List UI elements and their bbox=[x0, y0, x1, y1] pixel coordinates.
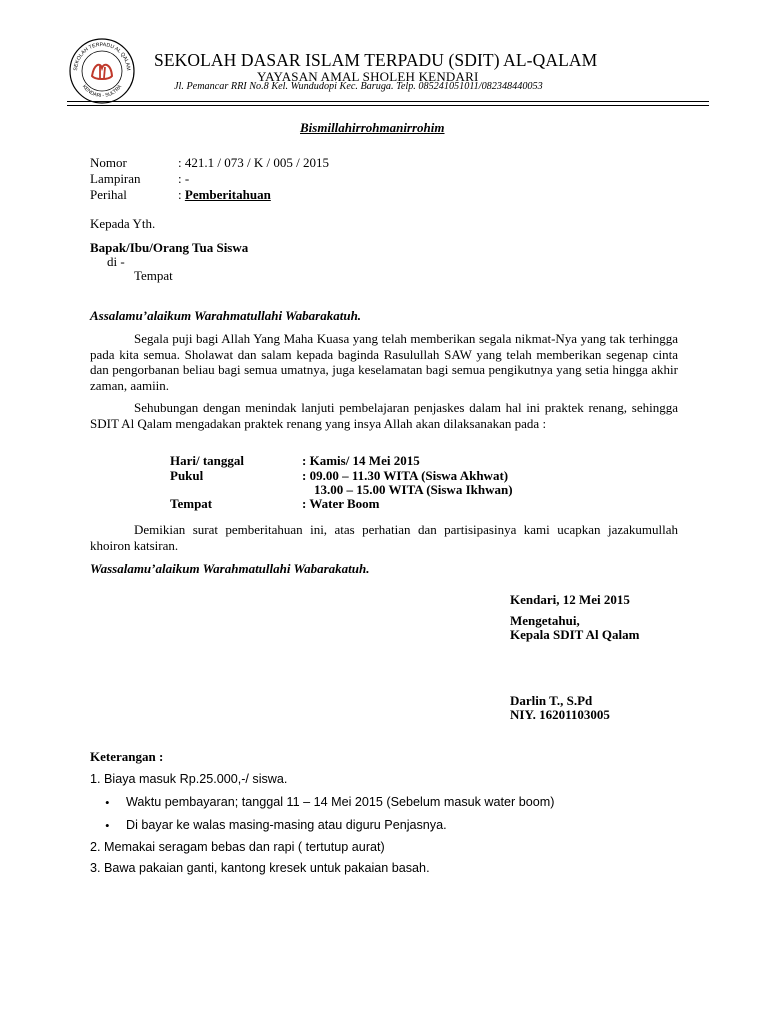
schedule-pukul-value-2: 13.00 – 15.00 WITA (Siswa Ikhwan) bbox=[314, 482, 513, 497]
schedule-hari-label: Hari/ tanggal bbox=[170, 453, 245, 468]
perihal-label: Perihal bbox=[90, 187, 127, 202]
lampiran-label: Lampiran bbox=[90, 171, 141, 186]
nomor-label: Nomor bbox=[90, 155, 127, 170]
notes-item-3: 3. Bawa pakaian ganti, kantong kresek untuk pakaian basah. bbox=[90, 861, 430, 875]
school-name: SEKOLAH DASAR ISLAM TERPADU (SDIT) AL-QALAM bbox=[154, 50, 598, 70]
school-address: Jl. Pemancar RRI No.8 Kel. Wundudopi Kec. Baruga. Telp. 085241051011/082348440053 bbox=[174, 81, 543, 92]
paragraph-closing-text: Demikian surat pemberitahuan ini, atas perhatian dan partisipasinya kami ucapkan jazakumullah khoiron katsiran. bbox=[90, 522, 678, 553]
paragraph-purpose bbox=[90, 400, 678, 431]
perihal-value: Pemberitahuan bbox=[184, 187, 271, 202]
notes-bullet-2: Di bayar ke walas masing-masing atau diguru Penjasnya. bbox=[126, 818, 447, 832]
closing-greeting: Wassalamu’alaikum Warahmatullahi Wabarakatuh. bbox=[90, 561, 370, 576]
lampiran-value: : - bbox=[178, 171, 190, 186]
basmalah: Bismillahirrohmanirrohim bbox=[300, 120, 445, 135]
schedule-pukul-value-1: : 09.00 – 11.30 WITA (Siswa Akhwat) bbox=[302, 468, 509, 483]
paragraph-purpose-text: Sehubungan dengan menindak lanjuti pembelajaran penjaskes dalam hal ini praktek renang, sehingga SDIT Al Qalam mengadakan praktek renang yang insya Allah akan dilaksanakan pada : bbox=[90, 400, 678, 431]
signatory-name: Darlin T., S.Pd bbox=[510, 693, 593, 708]
recipient-di: di - bbox=[107, 254, 125, 269]
signatory-niy: NIY. 16201103005 bbox=[510, 707, 610, 722]
recipient-tempat: Tempat bbox=[134, 268, 173, 283]
paragraph-opening bbox=[90, 331, 678, 393]
logo-text-top: SEKOLAH TERPADU AL QALAM bbox=[72, 41, 132, 71]
paragraph-closing bbox=[90, 522, 678, 553]
schedule-tempat-value: : Water Boom bbox=[302, 496, 380, 511]
place-date: Kendari, 12 Mei 2015 bbox=[510, 592, 630, 607]
letterhead-rule-thick bbox=[67, 101, 709, 102]
notes-title: Keterangan : bbox=[90, 749, 164, 764]
signature-mengetahui: Mengetahui, bbox=[510, 613, 580, 628]
recipient-name: Bapak/Ibu/Orang Tua Siswa bbox=[90, 240, 249, 255]
signature-position: Kepala SDIT Al Qalam bbox=[510, 627, 640, 642]
notes-bullet-1: Waktu pembayaran; tanggal 11 – 14 Mei 2015 (Sebelum masuk water boom) bbox=[126, 795, 555, 809]
perihal-row bbox=[178, 187, 271, 203]
bullet-icon: • bbox=[105, 818, 110, 833]
kepada-yth: Kepada Yth. bbox=[90, 216, 156, 231]
schedule-tempat-label: Tempat bbox=[170, 496, 213, 511]
logo-text-bottom: KENDARI - SULTRA bbox=[80, 83, 124, 100]
perihal-colon: : bbox=[178, 187, 185, 202]
opening-greeting: Assalamu’alaikum Warahmatullahi Wabarakatuh. bbox=[90, 308, 362, 323]
paragraph-opening-text: Segala puji bagi Allah Yang Maha Kuasa yang telah memberikan segala nikmat-Nya yang tak terhingga pada kita semua. Sholawat dan salam kepada baginda Rasulullah SAW yang telah memberikan segenap cinta dan pengorbanan beliau bagi semua umatnya, juga keselamatan bagi semua pengikutnya yang setia hingga akhir zaman, aamiin. bbox=[90, 331, 678, 393]
nomor-value: : 421.1 / 073 / K / 005 / 2015 bbox=[178, 155, 329, 170]
notes-item-2: 2. Memakai seragam bebas dan rapi ( tertutup aurat) bbox=[90, 840, 385, 854]
schedule-pukul-label: Pukul bbox=[170, 468, 204, 483]
school-logo bbox=[67, 36, 137, 106]
notes-item-1: 1. Biaya masuk Rp.25.000,-/ siswa. bbox=[90, 772, 288, 786]
foundation-name: YAYASAN AMAL SHOLEH KENDARI bbox=[257, 69, 479, 84]
bullet-icon: • bbox=[105, 795, 110, 810]
schedule-hari-value: : Kamis/ 14 Mei 2015 bbox=[302, 453, 420, 468]
letterhead-rule-thin bbox=[67, 105, 709, 106]
